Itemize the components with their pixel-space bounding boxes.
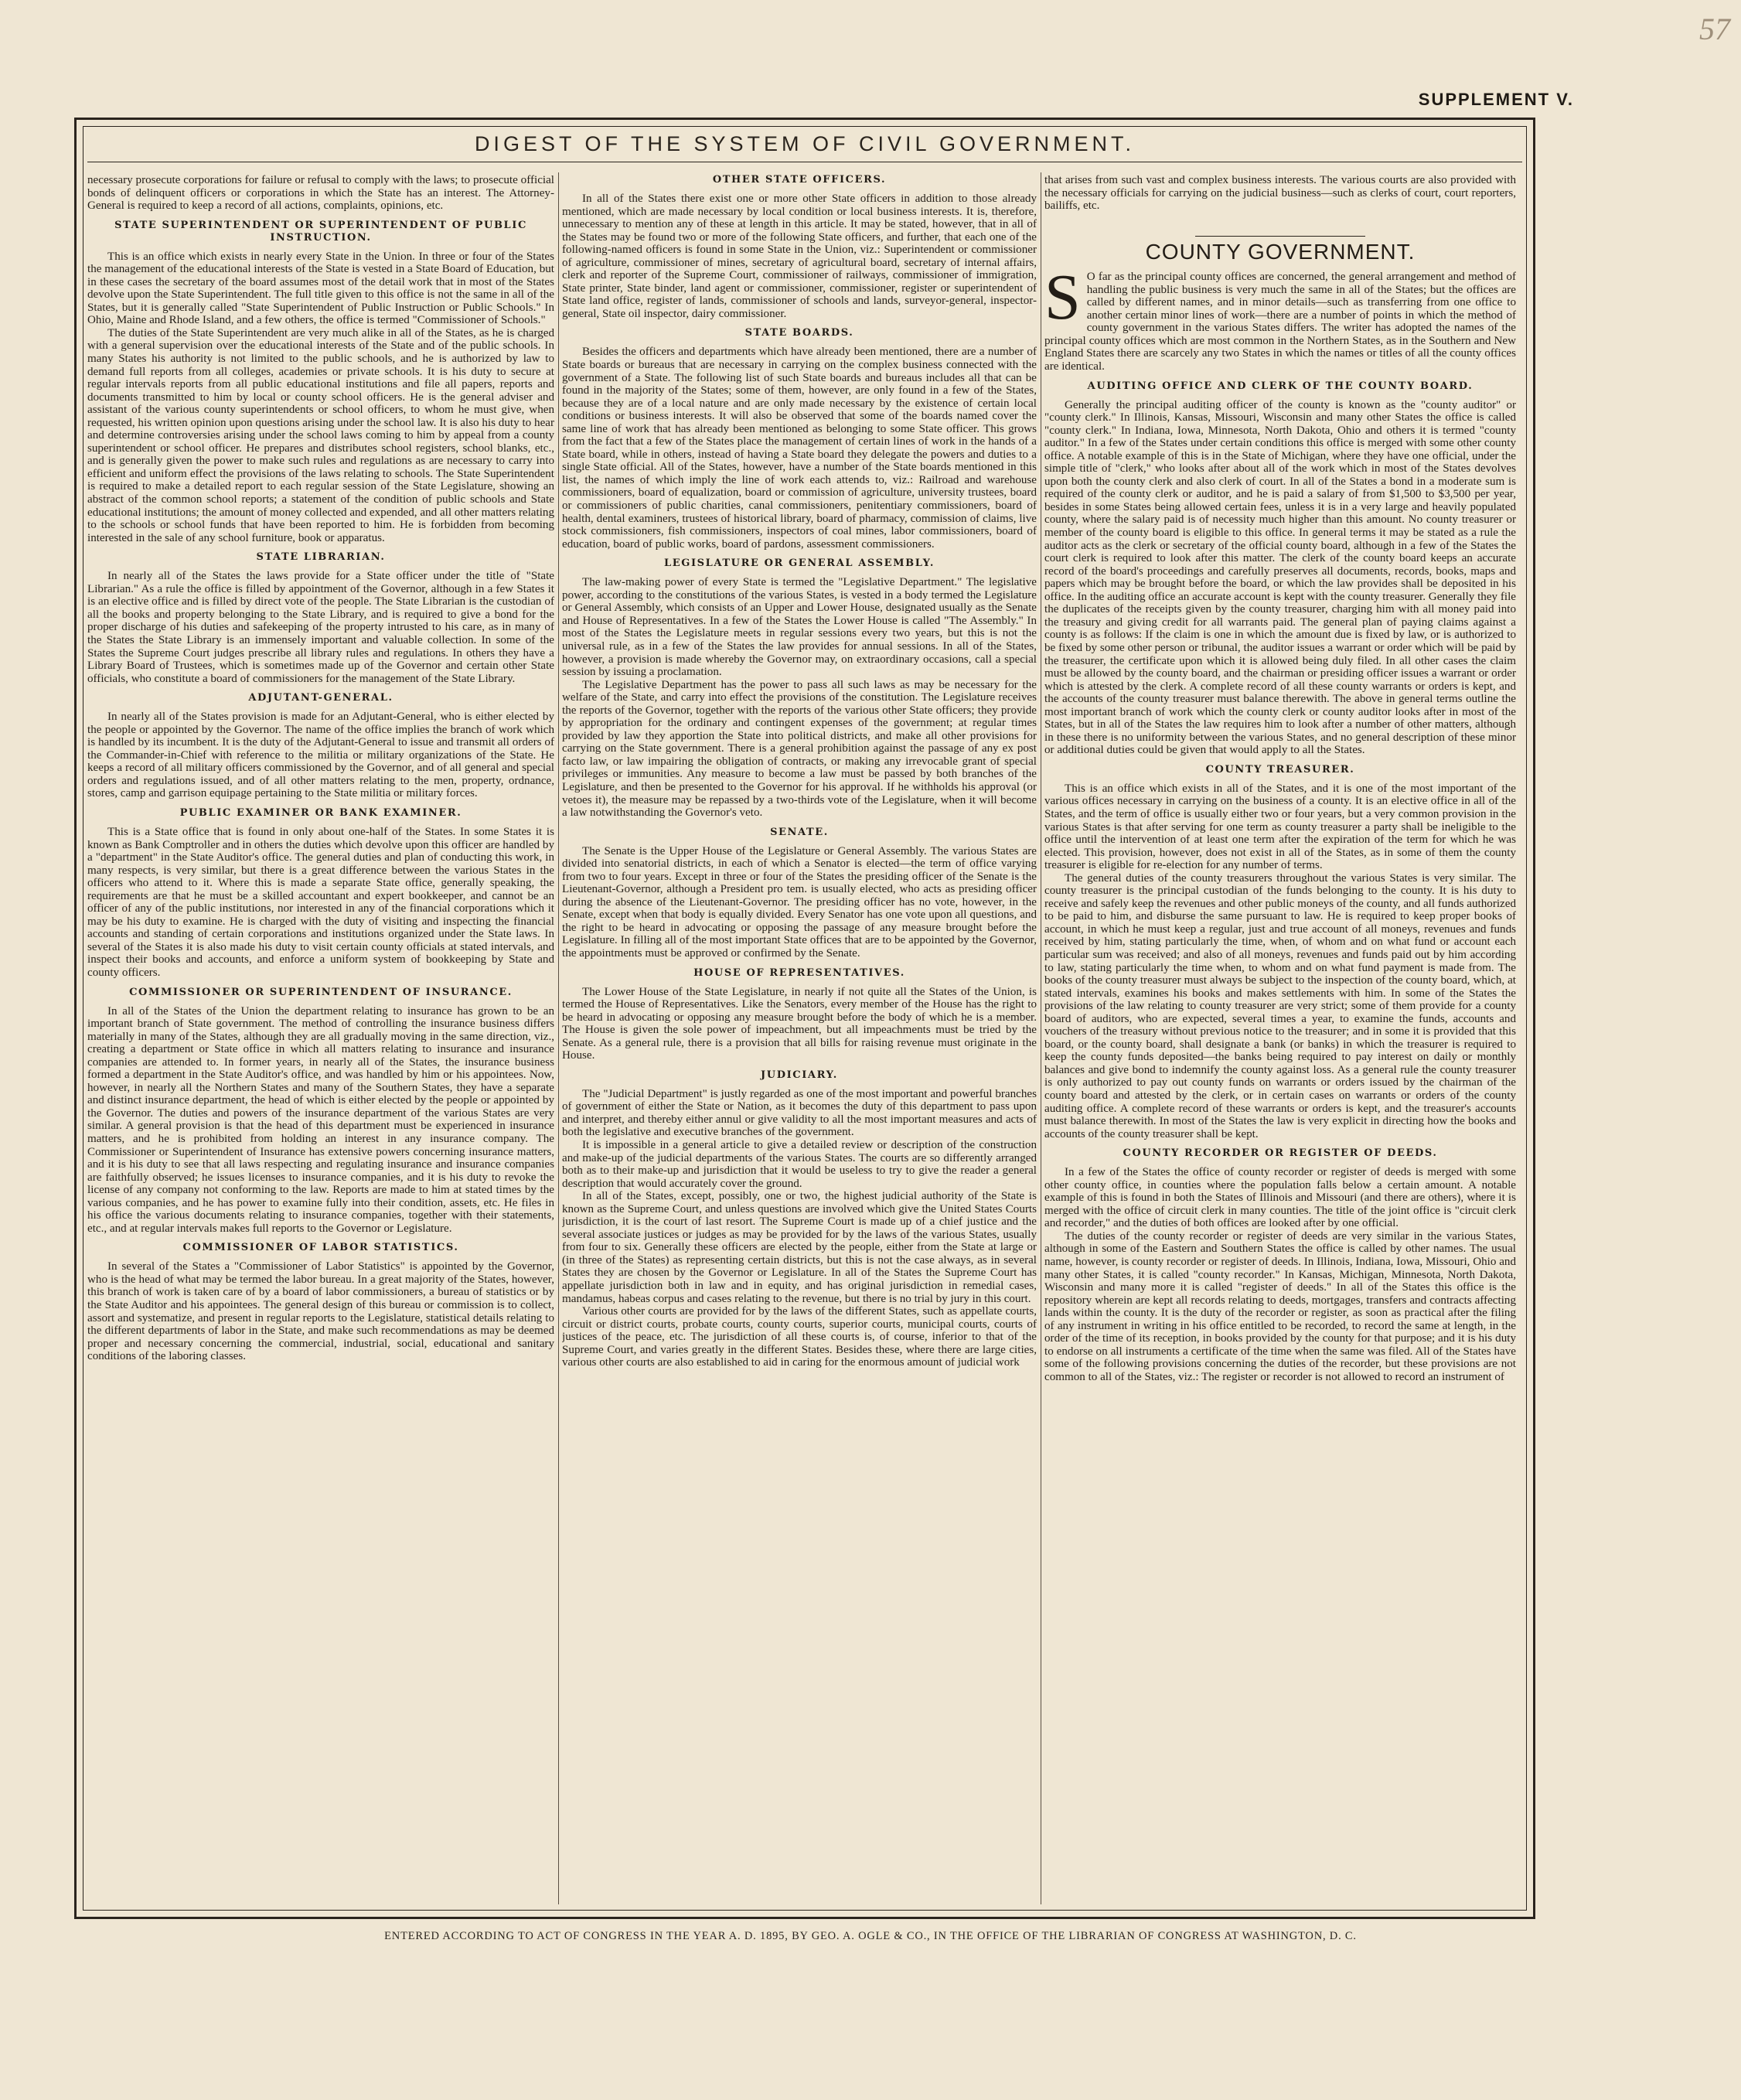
paragraph: necessary prosecute corporations for failure or refusal to comply with the laws; to prosecute official bonds of delinquent officers or corporations in which the State has an interest. The Attorney-General is required to keep a record of all actions, complaints, opinions, etc.	[87, 174, 554, 213]
column-1	[87, 174, 554, 1903]
paragraph: This is an office which exists in all of the States, and it is one of the most important of the various offices necessary in carrying on the business of a county. It is an elective office in all of the States, and the term of office is usually either two or four years, but a very common provision in the various States is that after serving for one term as county treasurer a party shall be ineligible to the office until the intervention of at least one term after the expiration of the term for which he was elected. This provision, however, does not exist in all of the States, as in some of them the county treasurer is eligible for re-election for any number of terms.	[1044, 782, 1516, 872]
column-3	[1044, 174, 1516, 1903]
section-heading: OTHER STATE OFFICERS.	[712, 174, 887, 186]
copyright-footer: ENTERED ACCORDING TO ACT OF CONGRESS IN THE YEAR A. D. 1895, BY GEO. A. OGLE & CO., IN THE OFFICE OF THE LIBRARIAN OF CONGRESS AT WASHINGTON, D. C.	[384, 1930, 1357, 1942]
section-heading: COMMISSIONER OR SUPERINTENDENT OF INSURANCE.	[129, 986, 513, 998]
paragraph: The duties of the State Superintendent are very much alike in all of the States, as he is charged with a general supervision over the educational interests of the State and of the public schools. In many States his authority is not limited to the public schools, and he is authorized by law to demand full reports from all colleges, academies or private schools. It is his duty to secure at regular intervals reports from all public educational institutions and file all papers, reports and documents transmitted to him by local or county school officers. He is the general adviser and assistant of the various county superintendents or school officers, to whom he must give, when requested, his written opinion upon questions arising under the school law. It is also his duty to hear and determine controversies arising under the school laws coming to him by appeal from a county superintendent or school officer. He prepares and distributes school registers, school blanks, etc., and is generally given the power to make such rules and regulations as are necessary to carry into efficient and uniform effect the provisions of the laws relating to schools. The State Superintendent is required to make a detailed report to each regular session of the State Legislature, showing an abstract of the common school reports; a statement of the condition of public schools and State educational institutions; the amount of money collected and expended, and all other matters relating to the schools or school funds that have been reported to him. He is forbidden from becoming interested in the sale of any school furniture, book or apparatus.	[87, 326, 554, 544]
column-divider	[558, 172, 559, 1904]
section-heading: STATE LIBRARIAN.	[256, 551, 386, 564]
paragraph-text: O far as the principal county offices are concerned, the general arrangement and method of handling the public business is very much the same in all of the States; but the offices are called by different names, and in minor details—such as transferring from one office to another certain minor lines of work—there are a number of points in which the method of county government in the various States differs. The writer has adopted the names of the principal county offices which are most common in the Northern States, as in the Southern and New England States there are scarcely any two States in which the names or titles of all the county offices are identical.	[1044, 271, 1516, 373]
paragraph	[1044, 261, 1516, 373]
section-heading: COMMISSIONER OF LABOR STATISTICS.	[182, 1242, 459, 1254]
page-title: DIGEST OF THE SYSTEM OF CIVIL GOVERNMENT.	[474, 132, 1136, 155]
section-heading: LEGISLATURE OR GENERAL ASSEMBLY.	[664, 557, 935, 570]
supplement-label: SUPPLEMENT V.	[1418, 90, 1574, 109]
paragraph: In a few of the States the office of county recorder or register of deeds is merged with some other county office, in counties where the population falls below a certain amount. A notable example of this is found in both the States of Illinois and Missouri (and there are others), where it is merged with the office of circuit clerk in many counties. The title of the joint office is "circuit clerk and recorder," and the duties of both offices are looked after by one official.	[1044, 1166, 1516, 1230]
paragraph: In all of the States there exist one or more other State officers in addition to those already mentioned, which are made necessary by local condition or local business interests. It is, therefore, unnecessary to mention any of these at length in this article. It may be stated, however, that in all of the States may be found two or more of the following State officers, and further, that each one of the following-named officers is found in some State in the Union, viz.: Superintendent or commissioner of agriculture, commissioner of mines, secretary of agricultural board, secretary of internal affairs, clerk and reporter of the Supreme Court, commissioner of railways, commissioner of immigration, State printer, State binder, land agent or commissioner, commissioner, register or superintendent of State land office, register of lands, commissioner of schools and lands, surveyor-general, inspector-general, State oil inspector, dairy commissioner.	[562, 193, 1037, 320]
drop-cap: S	[1044, 261, 1081, 334]
paragraph: The Lower House of the State Legislature, in nearly if not quite all the States of the Union, is termed the House of Representatives. Like the Senators, every member of the House has the right to be heard in advocating or opposing any measure brought before the body of which he is a member. The House is given the sole power of impeachment, but all impeachments must be tried by the Senate. As a general rule, there is a provision that all bills for raising revenue must originate in the House.	[562, 985, 1037, 1062]
paragraph: In all of the States, except, possibly, one or two, the highest judicial authority of the State is known as the Supreme Court, and unless questions are involved which give the United States Courts jurisdiction, it is the court of last resort. The Supreme Court is made up of a chief justice and the several associate justices or judges as may be provided for by the laws of the various States, usually from four to six. Generally these officers are elected by the people, either from the State at large or (in three of the States) as representing certain districts, but this is not the case always, as in several States they are chosen by the Governor or Legislature. In all of the States the Supreme Court has appellate jurisdiction both in law and in equity, and has original jurisdiction in remedial cases, mandamus, habeas corpus and cases relating to the revenue, but there is no trial by jury in this court.	[562, 1190, 1037, 1305]
paragraph: Various other courts are provided for by the laws of the different States, such as appellate courts, circuit or district courts, probate courts, county courts, superior courts, municipal courts, courts of justices of the peace, etc. The jurisdiction of all these courts is, of course, inferior to that of the Supreme Court, and varies greatly in the different States. Besides these, where there are large cities, various other courts are also established to aid in caring for the enormous amount of judicial work	[562, 1305, 1037, 1369]
paragraph: In all of the States of the Union the department relating to insurance has grown to be an important branch of State government. The method of controlling the insurance business differs materially in many of the States, although they are all gradually moving in the same direction, viz., creating a department or State office in which all matters relating to insurance and insurance companies are attended to. In former years, in nearly all of the States, the insurance business formed a department in the State Auditor's office, and was handled by him or his appointees. Now, however, in nearly all the Northern States and many of the Southern States, they have a separate and distinct insurance department, the head of which is either elected by the people or appointed by the Governor. The duties and powers of the insurance department of the various States are very similar. A general provision is that the head of this department must be experienced in insurance matters, and he is prohibited from holding an interest in any insurance company. The Commissioner or Superintendent of Insurance has extensive powers concerning insurance matters, and it is his duty to see that all laws respecting and regulating insurance and insurance companies are faithfully observed; he issues licenses to insurance companies, and it is his duty to revoke the license of any company not conforming to the law. Reports are made to him at stated times by the various companies, and he has power to examine fully into their condition, assets, etc. He files in his office the various documents relating to insurance companies, together with their statements, etc., and at regular intervals makes full reports to the Governor or Legislature.	[87, 1004, 554, 1235]
paragraph: In nearly all of the States the laws provide for a State officer under the title of "State Librarian." As a rule the office is filled by appointment of the Governor, although in a few States it is an elective office and is filled by direct vote of the people. The State Librarian is the custodian of all the books and property belonging to the State Library, and is required to give a bond for the proper discharge of his duties and safekeeping of the property intrusted to his care, as in many of the States the State Library is an immensely important and valuable collection. In some of the States the Supreme Court judges prescribe all library rules and regulations. In others they have a Library Board of Trustees, which is sometimes made up of the Governor and certain other State officials, who constitute a board of commissioners for the management of the State Library.	[87, 570, 554, 685]
paragraph: Besides the officers and departments which have already been mentioned, there are a number of State boards or bureaus that are necessary in carrying on the complex business connected with the government of a State. The following list of such State boards and bureaus includes all that can be found in the majority of the States; some of them, however, are only found in a few of the States, because they are of a local nature and are only made necessary by the existence of certain local conditions or business interests. It will also be observed that some of the boards named cover the same line of work that has already been mentioned as belonging to some State officer. This grows from the fact that a few of the States place the management of certain lines of work in the hands of a State board, while in others, instead of having a State board they delegate the powers and duties to a single State official. All of the States, however, have a number of the State boards mentioned in this list, the names of which imply the line of work each attends to, viz.: Railroad and warehouse commissioners, board of equalization, board or commission of agriculture, university trustees, board or commissioners of public charities, canal commissioners, penitentiary commissioners, board of health, dental examiners, trustees of historical library, board of pharmacy, commission of claims, live stock commissioners, fish commissioners, inspectors of coal mines, labor commissioners, board of education, board of public works, board of pardons, assessment commissioners.	[562, 346, 1037, 551]
paragraph: The duties of the county recorder or register of deeds are very similar in the various States, although in some of the Eastern and Southern States the office is called by other names. The usual name, however, is county recorder or register of deeds. In Illinois, Indiana, Iowa, Missouri, Ohio and many other States, it is called "county recorder." In Kansas, Michigan, Minnesota, North Dakota, Wisconsin and many more it is called "register of deeds." In all of the States this office is the repository wherein are kept all records relating to deeds, mortgages, transfers and contracts affecting lands within the county. It is the duty of the recorder or register, as soon as practical after the filing of any instrument in writing in his office entitled to be recorded, to record the same at length, in the order of the time of its reception, in books provided by the county for that purpose; and it is his duty to endorse on all instruments a certificate of the time when the same was filed. All of the States have some of the following provisions concerning the duties of the recorder, but these provisions are not common to all of the States, viz.: The register or recorder is not allowed to record an instrument of	[1044, 1229, 1516, 1383]
paragraph: In nearly all of the States provision is made for an Adjutant-General, who is either elected by the people or appointed by the Governor. The name of the office implies the branch of work which is handled by its incumbent. It is the duty of the Adjutant-General to issue and transmit all orders of the Commander-in-Chief with reference to the militia or military organizations of the State. He keeps a record of all military officers commissioned by the Governor, and of all general and special orders and regulations issued, and of all other matters relating to the men, property, ordnance, stores, camp and garrison equipage pertaining to the State militia or military forces.	[87, 711, 554, 800]
paragraph: The Senate is the Upper House of the Legislature or General Assembly. The various States are divided into senatorial districts, in each of which a Senator is elected—the term of office varying from two to four years. Except in three or four of the States the presiding officer of the Senate is the Lieutenant-Governor, although a President pro tem. is usually elected, who acts as presiding officer during the absence of the Lieutenant-Governor. The presiding officer has no vote, however, in the Senate, except when that body is equally divided. Every Senator has one vote upon all questions, and the right to be heard in advocating or opposing the passage of any measure brought before the Legislature. In filling all of the most important State offices that are to be appointed by the Governor, the appointments must be approved or confirmed by the Senate.	[562, 844, 1037, 960]
section-heading: COUNTY TREASURER.	[1205, 763, 1355, 776]
paragraph: that arises from such vast and complex business interests. The various courts are also provided with the necessary officials for carrying on the judicial business—such as clerks of court, court reporters, bailiffs, etc.	[1044, 174, 1516, 213]
paragraph: The law-making power of every State is termed the "Legislative Department." The legislative power, according to the constitutions of the various States, is vested in a body termed the Legislature or General Assembly, which consists of an Upper and Lower House, designated usually as the Senate and House of Representatives. In a few of the States the Lower House is called "The Assembly." In most of the States the Legislature meets in regular sessions every two years, but this is not the universal rule, as in a few of the States the law provides for annual sessions. In all of the States, however, a provision is made whereby the Governor may, on extraordinary occasions, call a special session by issuing a proclamation.	[562, 576, 1037, 679]
section-heading: HOUSE OF REPRESENTATIVES.	[693, 966, 905, 979]
paragraph: This is a State office that is found in only about one-half of the States. In some States it is known as Bank Comptroller and in others the duties which devolve upon this officer are handled by a "department" in the State Auditor's office. The general duties and plan of conducting this work, in many respects, is very similar, but there is a great difference between the various States in the officers who attend to it. Where this is made a separate State office, generally speaking, the requirements are that he must be a skilled accountant and expert bookkeeper, and cannot be an officer of any of the public institutions, nor interested in any of the financial corporations which it may be his duty to examine. He is charged with the duty of visiting and inspecting the financial accounts and standing of certain corporations and institutions organized under the State laws. In several of the States it is also made his duty to visit certain county officials at stated intervals, and inspect their books and accounts, and enforce a uniform system of bookkeeping by State and county officers.	[87, 825, 554, 979]
section-rule	[1195, 236, 1365, 237]
paragraph: The general duties of the county treasurers throughout the various States is very similar. The county treasurer is the principal custodian of the funds belonging to the county. It is his duty to receive and safely keep the revenues and other public moneys of the county, and all funds authorized to be paid to him, and disburse the same pursuant to law. He is required to keep proper books of account, in which he must keep a regular, just and true account of all moneys, revenues and funds received by him, stating particularly the time, when, of whom and on what fund or account each particular sum was received; and also of all moneys, revenues and funds paid out by him according to law, stating particularly the time when, to whom and on what fund payment is made from. The books of the county treasurer must always be subject to the inspection of the county board, which, at stated intervals, examines his books and makes settlements with him. In some of the States the provisions of the law relating to county treasurer are very strict; some of them provide for a county board of auditors, who are expected, several times a year, to examine the funds, accounts and vouchers of the treasury without previous notice to the treasurer; and in some it is provided that this board, or the county board, shall designate a bank (or banks) in which the treasurer is required to keep the county funds deposited—the banks being required to pay interest on daily or monthly balances and give bond to indemnify the county against loss. As a general rule the county treasurer is only authorized to pay out county funds on warrants or orders issued by the chairman of the county board and attested by the clerk, or in certain cases on warrants or orders of the county auditing office. A complete record of these warrants or orders is kept, and the treasurer's accounts must balance therewith. In most of the States the law is very explicit in directing how the books and accounts of the county treasurer shall be kept.	[1044, 871, 1516, 1140]
paragraph: In several of the States a "Commissioner of Labor Statistics" is appointed by the Governor, who is the head of what may be termed the labor bureau. In a great majority of the States, however, this branch of work is taken care of by a board of labor commissioners, a bureau of statistics or by the State Auditor and his appointees. The general design of this bureau or commission is to collect, assort and systematize, and present in regular reports to the Legislature, statistical details relating to the different departments of labor in the State, and make such recommendations as may be deemed proper and necessary concerning the commercial, industrial, social, educational and sanitary conditions of the laboring classes.	[87, 1260, 554, 1363]
paragraph: It is impossible in a general article to give a detailed review or description of the construction and make-up of the judicial departments of the various States. The courts are so differently arranged both as to their make-up and jurisdiction that it would be useless to try to give the reader a general description that would accurately cover the ground.	[562, 1139, 1037, 1190]
section-heading: SENATE.	[770, 826, 829, 838]
paragraph: The "Judicial Department" is justly regarded as one of the most important and powerful branches of government of either the State or Nation, as it becomes the duty of this department to pass upon and interpret, and thereby either annul or give validity to all the most important measures and acts of both the legislative and executive branches of the government.	[562, 1087, 1037, 1139]
paragraph: The Legislative Department has the power to pass all such laws as may be necessary for the welfare of the State, and carry into effect the provisions of the constitution. The Legislature receives the reports of the Governor, together with the reports of the various other State officers; they provide by appropriation for the ordinary and contingent expenses of the government; at regular times provided by law they apportion the State into political districts, and make all other provisions for carrying on the State government. There is a general prohibition against the passage of any ex post facto law, or law impairing the obligation of contracts, or making any irrevocable grant of special privileges or immunities. Any measure to become a law must be passed by both branches of the Legislature, and then be presented to the Governor for his approval. If he withholds his approval (or vetoes it), the measure may be repassed by a two-thirds vote of the Legislature, when it will become a law notwithstanding the Governor's veto.	[562, 678, 1037, 820]
section-heading: COUNTY RECORDER OR REGISTER OF DEEDS.	[1123, 1147, 1438, 1160]
section-heading: STATE BOARDS.	[744, 327, 854, 339]
section-heading: STATE SUPERINTENDENT OR SUPERINTENDENT OF PUBLIC INSTRUCTION.	[114, 219, 527, 244]
section-heading: AUDITING OFFICE AND CLERK OF THE COUNTY BOARD.	[1087, 380, 1474, 392]
section-heading: JUDICIARY.	[761, 1069, 838, 1081]
section-heading: ADJUTANT-GENERAL.	[248, 692, 394, 704]
page-frame	[74, 118, 1535, 1919]
column-2	[562, 174, 1037, 1903]
section-heading: PUBLIC EXAMINER OR BANK EXAMINER.	[179, 806, 462, 819]
paragraph: Generally the principal auditing officer of the county is known as the "county auditor" or "county clerk." In Illinois, Kansas, Missouri, Wisconsin and many other States the office is called "county clerk." In Indiana, Iowa, Minnesota, North Dakota, Ohio and others it is termed "county auditor." In a few of the States under certain conditions this office is merged with some other county office. A notable example of this is in the State of Michigan, where they have one official, under the simple title of "clerk," who looks after about all of the work which in most of the States devolves upon both the county clerk and also clerk of court. In all of the States a bond in a moderate sum is required of the county clerk or auditor, and he is paid a salary of from $1,500 to $3,500 per year, besides in some States being allowed certain fees, unless it is in a very large and heavily populated county, where the salary paid is of necessity much higher than this amount. No county treasurer or member of the county board is eligible to this office. In general terms it may be stated as a rule the auditor acts as the clerk or secretary of the official county board, although in a few of the States the court clerk is required to look after this matter. The clerk of the county board keeps an accurate record of the board's proceedings and carefully preserves all documents, records, books, maps and papers which may be brought before the board, or which the law provides shall be deposited in his office. In the auditing office an accurate account is kept with the county treasurer. Generally they file the duplicates of the receipts given by the county treasurer, charging him with all money paid into the treasury and giving credit for all warrants paid. The general plan of paying claims against a county is as follows: If the claim is one in which the amount due is fixed by law, or is authorized to be fixed by some other person or tribunal, the auditor issues a warrant or order which will be paid by the treasurer, the certificate upon which it is allowed being duly filed. In all other cases the claim must be allowed by the county board, and the chairman or presiding officer issues a warrant or order which is attested by the clerk. A complete record of all these county warrants or orders is kept, and the accounts of the county treasurer must balance therewith. The above in general terms outline the most important branch of work which the county clerk or county auditor looks after in most of the States, but in all of the States the law requires him to look after a number of other matters, although in these there is no uniformity between the various States, and no general description of these minor or additional duties could be given that would apply to all the States.	[1044, 398, 1516, 757]
page-number: 57	[1699, 12, 1730, 46]
paragraph: This is an office which exists in nearly every State in the Union. In three or four of the States the management of the educational interests of the State is vested in a State Board of Education, but in these cases the secretary of the board assumes most of the detail work that in most of the States devolve upon the State Superintendent. The full title given to this office is not the same in all of the States, but it is generally called "State Superintendent of Public Instruction or Public Schools." In Ohio, Maine and Rhode Island, and a few others, the office is termed "Commissioner of Schools."	[87, 250, 554, 327]
county-government-title: COUNTY GOVERNMENT.	[1145, 239, 1416, 264]
